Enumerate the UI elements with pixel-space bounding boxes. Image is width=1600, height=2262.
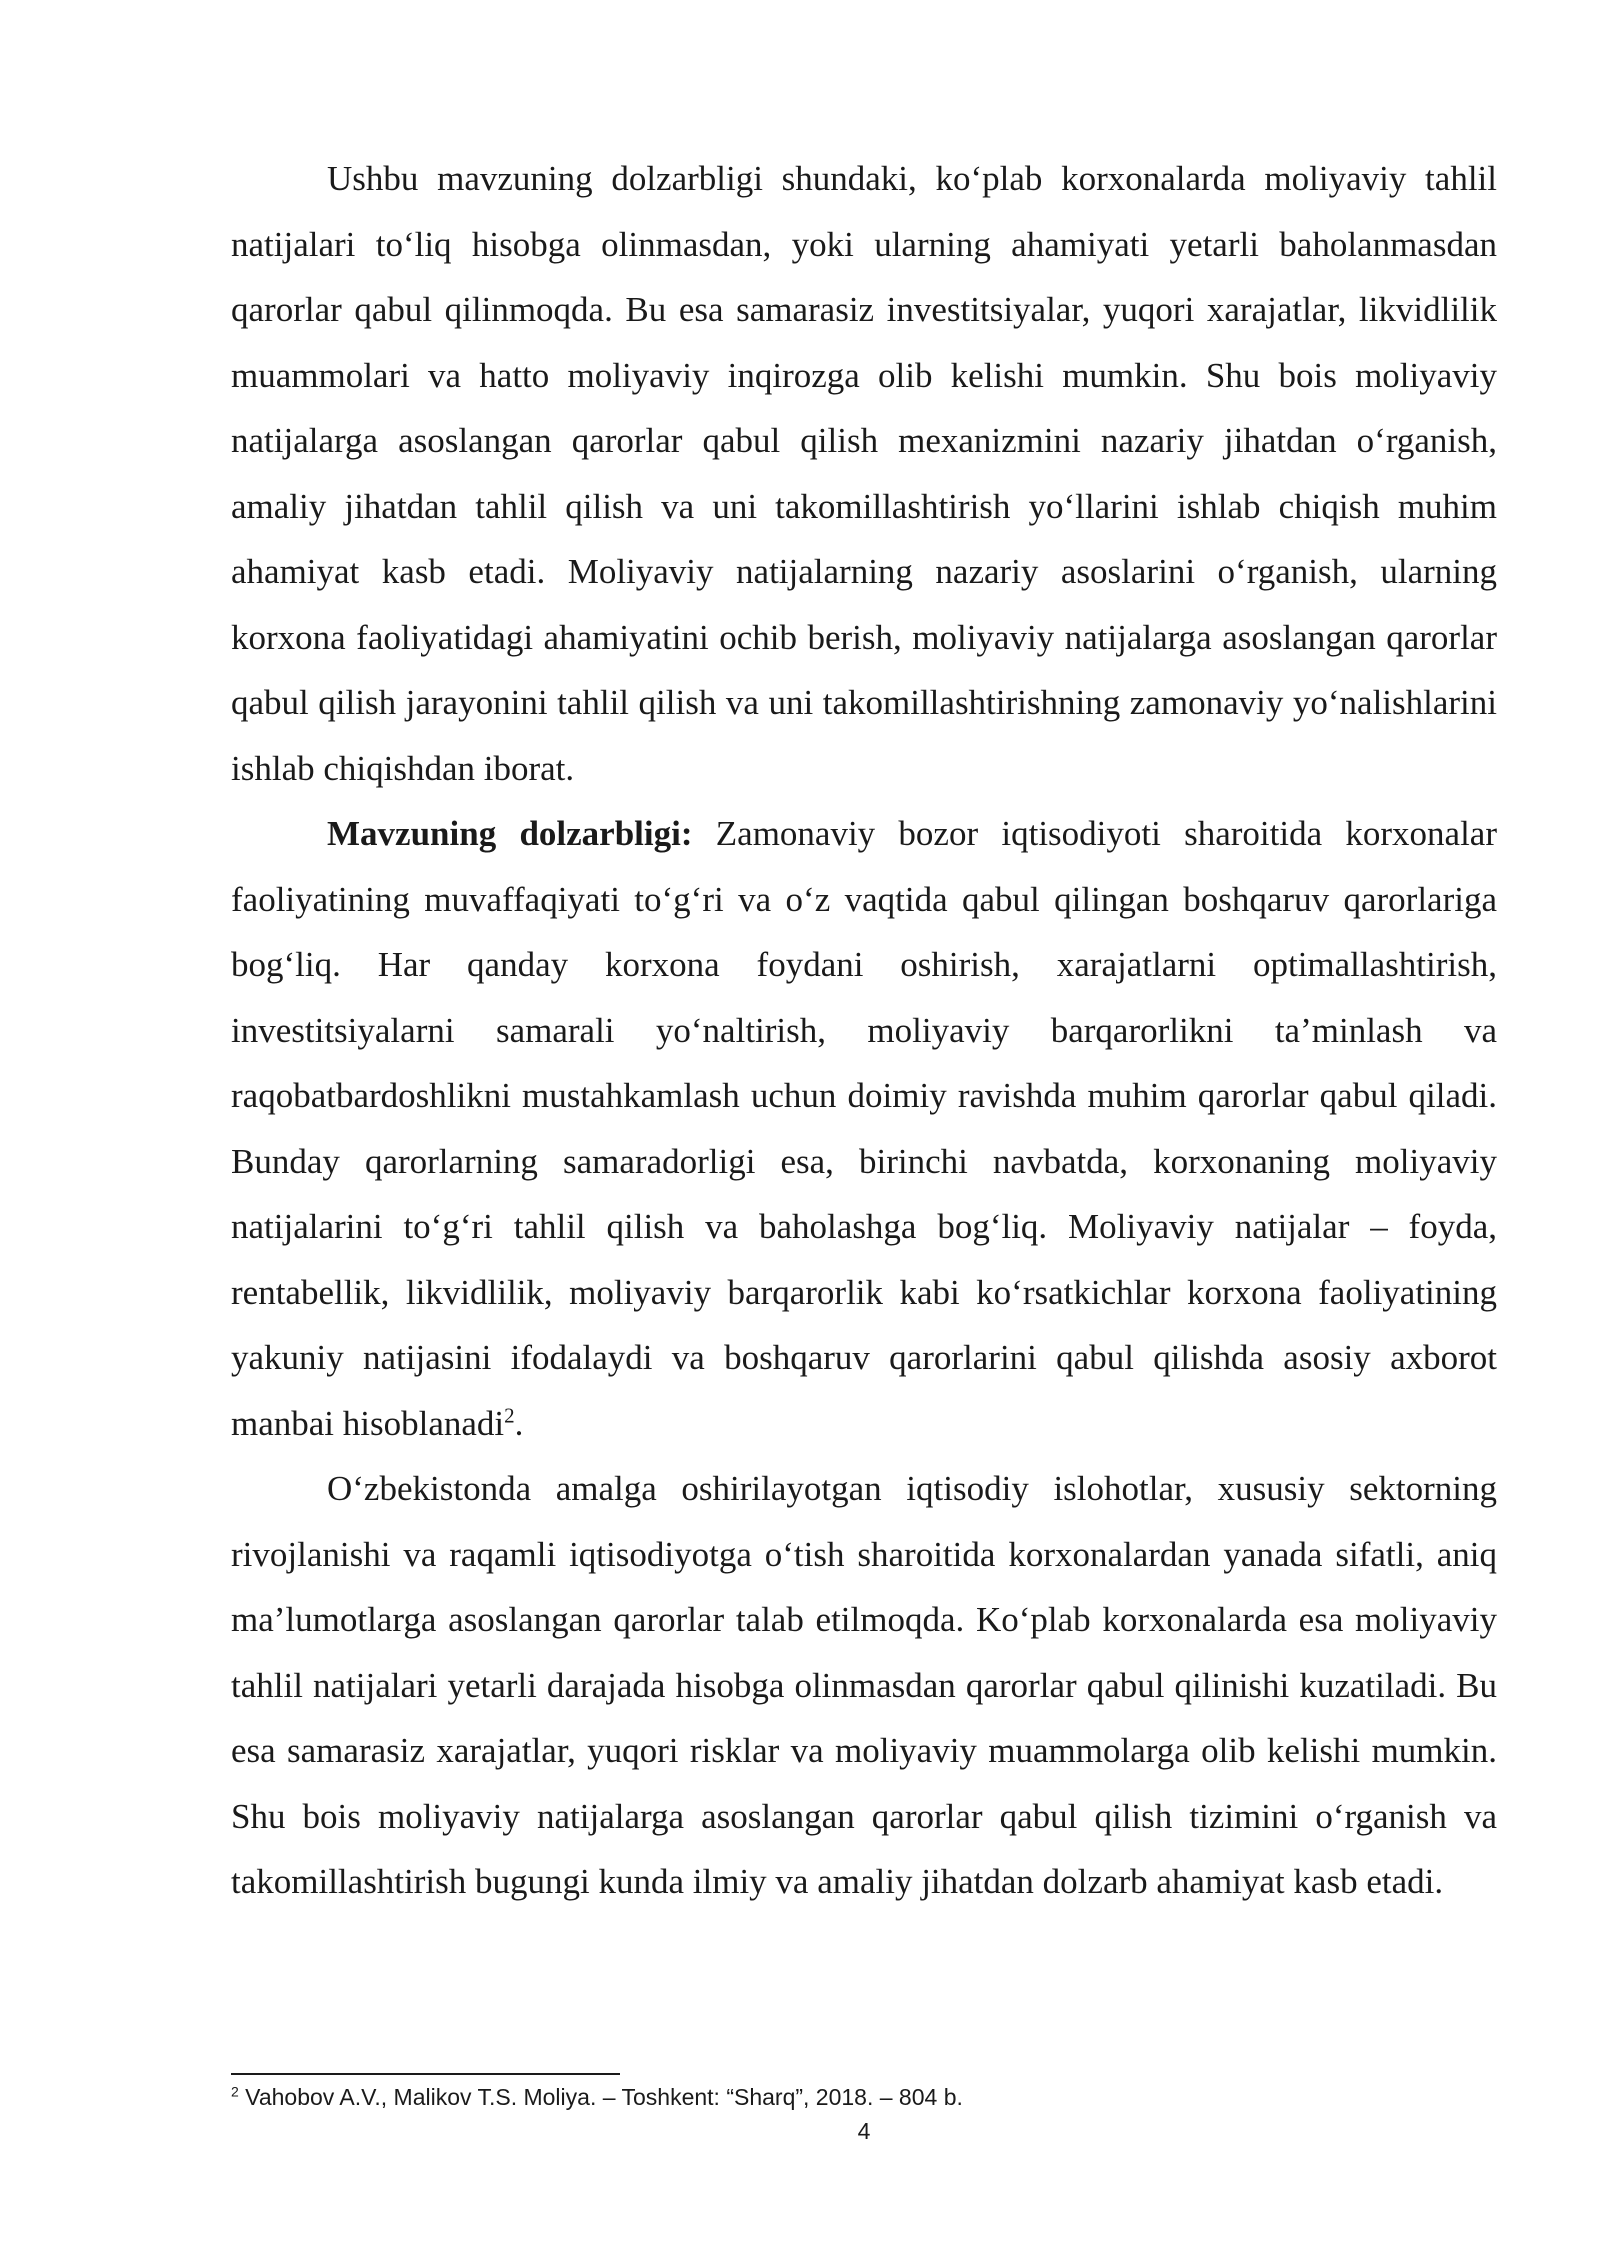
paragraph-relevance-intro: Ushbu mavzuning dolzarbligi shundaki, ko‘plab korxonalarda moliyaviy tahlil natijalari to‘liq hisobga olinmasdan, yoki ularning ahamiyati yetarli baholanmasdan qarorlar qabul qilinmoqda. Bu esa samarasiz investitsiyalar, yuqori xarajatlar, likvidlilik muammolari va hatto moliyaviy inqirozga olib kelishi mumkin. Shu bois moliyaviy natijalarga asoslangan qarorlar qabul qilish mexanizmini nazariy jihatdan o‘rganish, amaliy jihatdan tahlil qilish va uni takomillashtirish yo‘llarini ishlab chiqish muhim ahamiyat kasb etadi. Moliyaviy natijalarning nazariy asoslarini o‘rganish, ularning korxona faoliyatidagi ahamiyatini ochib berish, moliyaviy natijalarga asoslangan qarorlar qabul qilish jarayonini tahlil qilish va uni takomillashtirishning zamonaviy yo‘nalishlarini ishlab chiqishdan iborat. [231, 159, 1497, 788]
paragraph-uzbekistan-reforms: O‘zbekistonda amalga oshirilayotgan iqtisodiy islohotlar, xususiy sektorning rivojlanishi va raqamli iqtisodiyotga o‘tish sharoitida korxonalardan yanada sifatli, aniq ma’lumotlarga asoslangan qarorlar talab etilmoqda. Ko‘plab korxonalarda esa moliyaviy tahlil natijalari yetarli darajada hisobga olinmasdan qarorlar qabul qilinishi kuzatiladi. Bu esa samarasiz xarajatlar, yuqori risklar va moliyaviy muammolarga olib kelishi mumkin. Shu bois moliyaviy natijalarga asoslangan qarorlar qabul qilish tizimini o‘rganish va takomillashtirish bugungi kunda ilmiy va amaliy jihatdan dolzarb ahamiyat kasb etadi. [231, 1469, 1497, 1901]
page-body [231, 146, 1497, 1915]
page-number: 4 [857, 2118, 871, 2144]
footnote-text: Vahobov A.V., Malikov T.S. Moliya. – Toshkent: “Sharq”, 2018. – 804 b. [238, 2084, 963, 2110]
paragraph-end-punctuation: . [514, 1403, 524, 1443]
footnote-marker: 2 [231, 2083, 239, 2100]
footnote-reference[interactable]: 2 [504, 1402, 515, 1427]
paragraph-topic-relevance-text: Zamonaviy bozor iqtisodiyoti sharoitida korxonalar faoliyatining muvaffaqiyati to‘g‘ri va o‘z vaqtida qabul qilingan boshqaruv qarorlariga bog‘liq. Har qanday korxona foydani oshirish, xarajatlarni optimallashtirish, investitsiyalarni samarali yo‘naltirish, moliyaviy barqarorlikni ta’minlash va raqobatbardoshlikni mustahkamlash uchun doimiy ravishda muhim qarorlar qabul qiladi. Bunday qarorlarning samaradorligi esa, birinchi navbatda, korxonaning moliyaviy natijalarini to‘g‘ri tahlil qilish va baholashga bog‘liq. Moliyaviy natijalar – foyda, rentabellik, likvidlilik, moliyaviy barqarorlik kabi ko‘rsatkichlar korxona faoliyatining yakuniy natijasini ifodalaydi va boshqaruv qarorlarini qabul qilishda asosiy axborot manbai hisoblanadi [231, 814, 1497, 1443]
footnote [231, 2082, 963, 2112]
paragraph-topic-relevance [231, 801, 1497, 1456]
footnote-separator [231, 2073, 620, 2075]
paragraph-heading-label: Mavzuning dolzarbligi: [327, 814, 693, 853]
